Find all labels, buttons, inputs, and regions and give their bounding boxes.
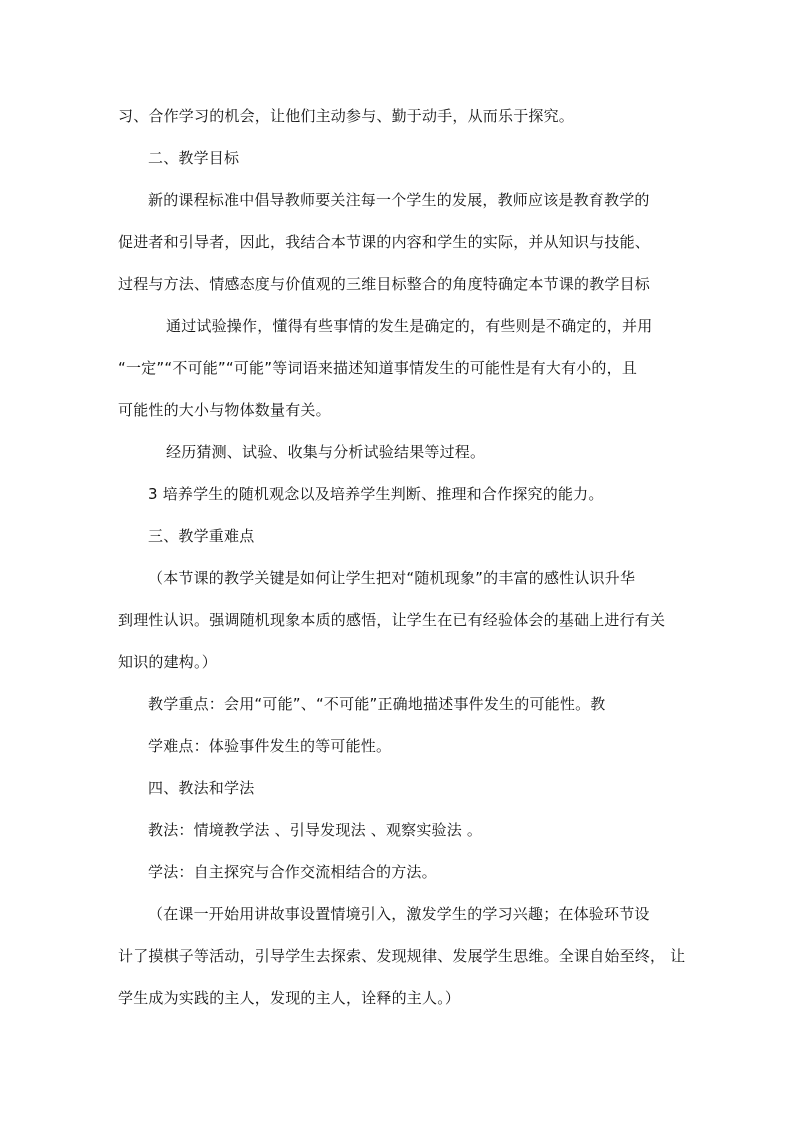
section-heading-teaching-goals: 二、教学目标 [148,149,240,167]
section-heading-methods: 四、教法和学法 [148,779,255,797]
paragraph-line-12: （本节课的教学关键是如何让学生把对“随机现象”的丰富的感性认识升华 [148,569,636,587]
paragraph-line-8: 可能性的大小与物体数量有关。 [118,401,331,419]
paragraph-line-1: 习、合作学习的机会，让他们主动参与、勤于动手，从而乐于探究。 [118,107,575,125]
paragraph-line-15: 教学重点：会用“可能”、“不可能”正确地描述事件发生的可能性。教 [148,695,606,713]
paragraph-line-21: 计了摸棋子等活动，引导学生去探索、发现规律、发展学生思维。全课自始至终， 让 [118,947,686,965]
paragraph-line-13: 到理性认识。强调随机现象本质的感悟，让学生在已有经验体会的基础上进行有关 [118,611,666,629]
paragraph-line-19: 学法：自主探究与合作交流相结合的方法。 [148,863,437,881]
section-heading-key-difficulties: 三、教学重难点 [148,527,255,545]
paragraph-line-16: 学难点：体验事件发生的等可能性。 [148,737,392,755]
paragraph-line-18: 教法：情境教学法 、引导发现法 、观察实验法 。 [148,821,483,839]
paragraph-line-10: 3 培养学生的随机观念以及培养学生判断、推理和合作探究的能力。 [148,485,604,503]
paragraph-line-7: “一定”“不可能”“可能”等词语来描述知道事情发生的可能性是有大有小的，且 [118,359,638,377]
paragraph-line-3: 新的课程标准中倡导教师要关注每一个学生的发展，教师应该是教育教学的 [148,191,650,209]
paragraph-line-4: 促进者和引导者，因此，我结合本节课的内容和学生的实际，并从知识与技能、 [118,233,651,251]
paragraph-line-5: 过程与方法、情感态度与价值观的三维目标整合的角度特确定本节课的教学目标 [118,275,651,293]
paragraph-line-14: 知识的建构。） [118,653,217,671]
paragraph-line-22: 学生成为实践的主人，发现的主人，诠释的主人。） [118,989,461,1007]
paragraph-line-9: 经历猜测、试验、收集与分析试验结果等过程。 [166,443,486,461]
paragraph-line-6: 通过试验操作，懂得有些事情的发生是确定的，有些则是不确定的，并用 [166,317,653,335]
paragraph-line-20: （在课一开始用讲故事设置情境引入，激发学生的学习兴趣；在体验环节设 [148,905,650,923]
